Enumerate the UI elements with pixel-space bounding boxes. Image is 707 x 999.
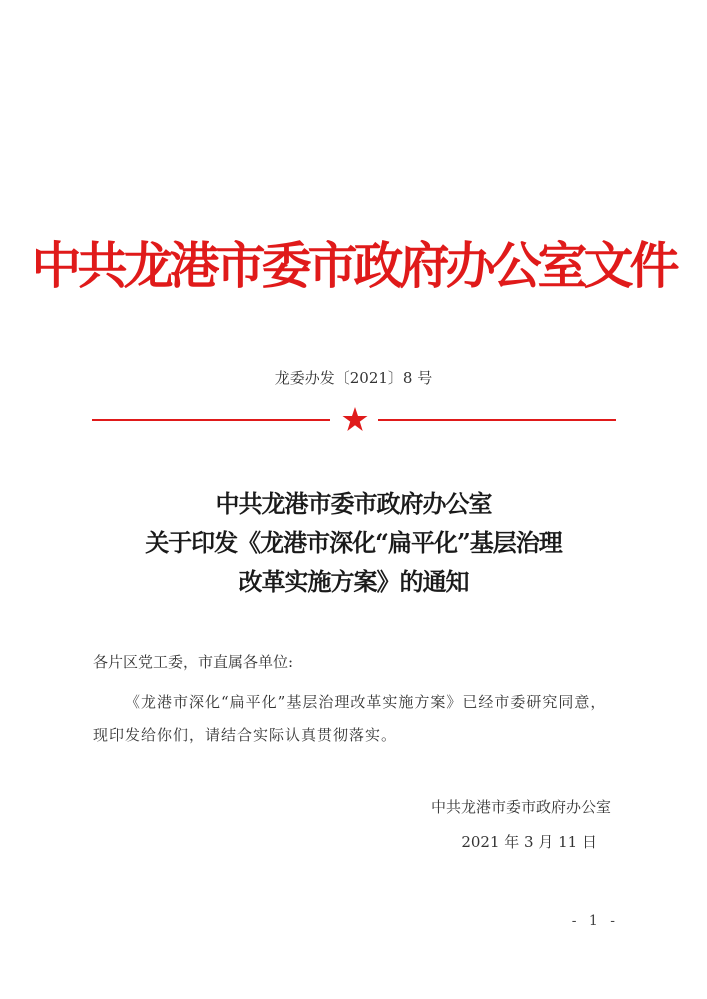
red-rule-right (378, 419, 616, 421)
notice-title-line-2: 关于印发《龙港市深化“扁平化”基层治理 (145, 528, 562, 557)
notice-title-line-1: 中共龙港市委市政府办公室 (215, 489, 492, 518)
document-header-title: 中共龙港市委市政府办公室文件 (31, 236, 676, 295)
star-icon (342, 406, 368, 432)
recipients: 各片区党工委，市直属各单位: (93, 653, 294, 671)
document-number: 龙委办发〔2021〕8 号 (274, 369, 433, 387)
issue-date: 2021 年 3 月 11 日 (461, 833, 597, 851)
page-number: - 1 - (571, 913, 619, 929)
body-paragraph: 《龙港市深化“扁平化”基层治理改革实施方案》已经市委研究同意，现印发给你们，请结合实际认真贯彻落实。 (93, 693, 607, 744)
notice-title-line-3: 改革实施方案》的通知 (238, 567, 469, 596)
signature-block (431, 790, 611, 860)
notice-title (0, 484, 707, 601)
issuer-name: 中共龙港市委市政府办公室 (430, 798, 611, 816)
red-rule-left (92, 419, 330, 421)
